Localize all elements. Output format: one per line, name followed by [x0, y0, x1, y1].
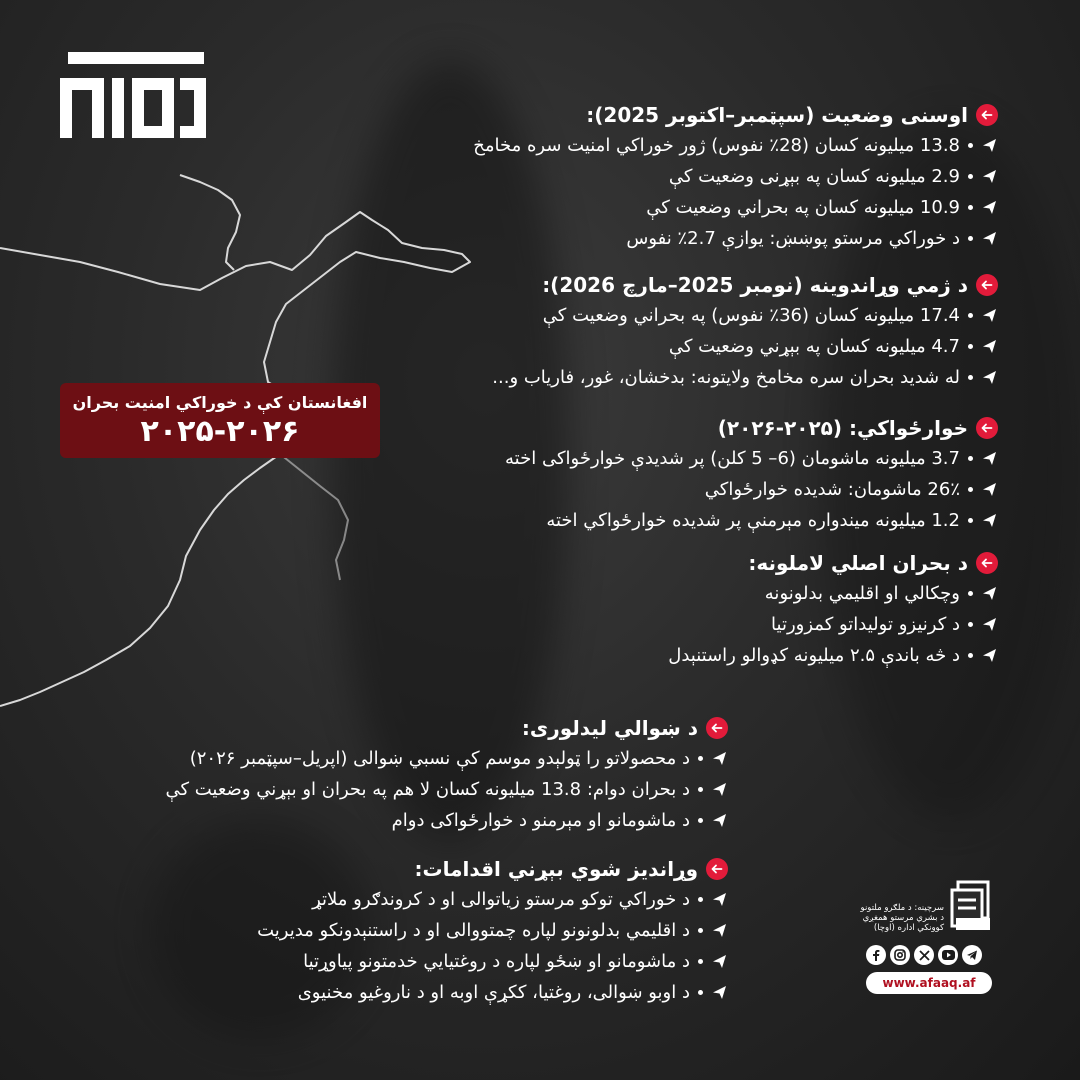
bullet-dot [968, 344, 973, 349]
section-title: وړاندیز شوي بېړني اقدامات: [414, 857, 698, 881]
list-item-text: 10.9 میلیونه کسان په بحراني وضعیت کې [646, 197, 960, 218]
list-item [505, 474, 998, 505]
section-1 [473, 100, 998, 254]
send-arrow-icon [981, 616, 998, 633]
list-item [505, 443, 998, 474]
list-item [473, 223, 998, 254]
section-3 [505, 413, 998, 536]
list-item [165, 774, 728, 805]
bullet-dot [968, 174, 973, 179]
bullet-dot [968, 487, 973, 492]
section-6 [257, 854, 728, 1008]
section-header [165, 713, 728, 743]
x-icon[interactable] [914, 945, 934, 965]
send-arrow-icon [981, 137, 998, 154]
section-title: د ژمي وړاندوینه (نومبر 2025–مارچ 2026): [542, 273, 968, 297]
list-item-text: 3.7 میلیونه ماشومان (6– 5 کلن) پر شدیدې خوارځواکی اخته [505, 448, 960, 469]
list-item [668, 578, 998, 609]
list-item [165, 805, 728, 836]
list-item-text: د خوراکي توکو مرستو زیاتوالی او د کروندګرو ملاتړ [312, 889, 690, 910]
section-header [492, 270, 998, 300]
list-item-text: د خوراکي مرستو پوښښ: یوازې 2.7٪ نفوس [626, 228, 960, 249]
bullet-dot [968, 313, 973, 318]
bullet-dot [698, 787, 703, 792]
arrow-left-circle-icon [976, 104, 998, 126]
send-arrow-icon [981, 369, 998, 386]
list-item [473, 130, 998, 161]
send-arrow-icon [981, 230, 998, 247]
source-label: سرچینه: د ملګرو ملتونو [860, 903, 944, 913]
list-item [165, 743, 728, 774]
list-item-text: 13.8 میلیونه کسان (28٪ نفوس) ژور خوراکي امنیت سره مخامخ [473, 135, 960, 156]
send-arrow-icon [711, 891, 728, 908]
list-item [668, 640, 998, 671]
instagram-icon[interactable] [890, 945, 910, 965]
section-header [257, 854, 728, 884]
list-item [505, 505, 998, 536]
list-item-text: 2.9 میلیونه کسان په بېړنی وضعیت کې [668, 166, 960, 187]
list-item [492, 331, 998, 362]
youtube-icon[interactable] [938, 945, 958, 965]
list-item-text: د اوبو ښوالی، روغتیا، ککړې اوبه او د ناروغیو مخنیوی [297, 982, 690, 1003]
section-4 [668, 548, 998, 671]
bullet-dot [698, 897, 703, 902]
send-arrow-icon [981, 647, 998, 664]
send-arrow-icon [981, 199, 998, 216]
send-arrow-icon [981, 585, 998, 602]
bullet-dot [968, 205, 973, 210]
bullet-dot [698, 756, 703, 761]
bullet-dot [698, 928, 703, 933]
list-item-text: د بحران دوام: 13.8 میلیونه کسان لا هم په بحران او بېړني وضعیت کې [165, 779, 690, 800]
arrow-left-circle-icon [976, 274, 998, 296]
list-item-text: 4.7 میلیونه کسان په بېړني وضعیت کې [668, 336, 960, 357]
telegram-icon[interactable] [962, 945, 982, 965]
list-item-text: له شدید بحران سره مخامخ ولایتونه: بدخشان، غور، فاریاب و... [492, 367, 960, 388]
bullet-dot [968, 653, 973, 658]
title-line: افغانستان کې د خوراکي امنیت بحران [72, 393, 368, 412]
logo-text: آفاق [133, 104, 135, 105]
arrow-left-circle-icon [706, 858, 728, 880]
list-item [473, 192, 998, 223]
title-year: ۲۰۲۵-۲۰۲۶ [140, 414, 300, 449]
arrow-left-circle-icon [976, 552, 998, 574]
send-arrow-icon [711, 984, 728, 1001]
website-link[interactable]: www.afaaq.af [866, 972, 992, 994]
bullet-dot [968, 375, 973, 380]
send-arrow-icon [981, 481, 998, 498]
bullet-dot [968, 591, 973, 596]
title-box [60, 383, 380, 458]
send-arrow-icon [981, 450, 998, 467]
bullet-dot [968, 622, 973, 627]
list-item [257, 884, 728, 915]
send-arrow-icon [711, 781, 728, 798]
send-arrow-icon [711, 812, 728, 829]
list-item-text: د کرنیزو تولیداتو کمزورتیا [771, 614, 960, 635]
bullet-dot [698, 818, 703, 823]
arrow-left-circle-icon [976, 417, 998, 439]
list-item-text: 26٪ ماشومان: شدیده خوارځواکي [704, 479, 960, 500]
list-item-text: د اقلیمي بدلونونو لپاره چمتووالی او د راستنېدونکو مدیریت [257, 920, 690, 941]
list-item-text: د څه باندې ۲.۵ میلیونه کډوالو راستنېدل [668, 645, 960, 666]
bullet-dot [968, 456, 973, 461]
section-header [668, 548, 998, 578]
document-icon [948, 878, 996, 934]
list-item [257, 977, 728, 1008]
bullet-dot [698, 990, 703, 995]
bullet-dot [968, 143, 973, 148]
list-item-text: 17.4 میلیونه کسان (36٪ نفوس) په بحراني وضعیت کې [542, 305, 960, 326]
send-arrow-icon [981, 338, 998, 355]
section-title: د ښوالي لیدلوری: [521, 716, 698, 740]
send-arrow-icon [981, 168, 998, 185]
section-2 [492, 270, 998, 393]
list-item [257, 946, 728, 977]
section-title: د بحران اصلي لاملونه: [748, 551, 968, 575]
section-title: خوارځواکي: (۲۰۲۵-۲۰۲۶) [717, 416, 968, 440]
list-item [492, 300, 998, 331]
list-item-text: وچکالي او اقلیمي بدلونونه [764, 583, 960, 604]
send-arrow-icon [981, 512, 998, 529]
send-arrow-icon [981, 307, 998, 324]
source-text [844, 903, 944, 933]
send-arrow-icon [711, 922, 728, 939]
facebook-icon[interactable] [866, 945, 886, 965]
bullet-dot [968, 518, 973, 523]
send-arrow-icon [711, 750, 728, 767]
arrow-left-circle-icon [706, 717, 728, 739]
list-item [492, 362, 998, 393]
list-item-text: د محصولاتو را ټولېدو موسم کې نسبي ښوالی (اپریل–سپټمبر ۲۰۲۶) [189, 748, 690, 769]
bullet-dot [968, 236, 973, 241]
list-item [473, 161, 998, 192]
send-arrow-icon [711, 953, 728, 970]
section-5 [165, 713, 728, 836]
bullet-dot [698, 959, 703, 964]
list-item-text: د ماشومانو او مېرمنو د خوارځواکی دوام [391, 810, 690, 831]
list-item-text: 1.2 میلیونه میندواره مېرمنې پر شدیده خوارځواکي اخته [546, 510, 960, 531]
section-header [505, 413, 998, 443]
source-org: د بشري مرستو همغږي کوونکي اداره (اوچا) [862, 913, 944, 933]
list-item-text: د ماشومانو او ښځو لپاره د روغتیایي خدمتونو پیاوړتیا [303, 951, 690, 972]
section-header [473, 100, 998, 130]
section-title: اوسنی وضعیت (سپټمبر–اکتوبر 2025): [586, 103, 968, 127]
list-item [668, 609, 998, 640]
afaaq-logo [58, 44, 208, 139]
list-item [257, 915, 728, 946]
social-links [866, 945, 982, 965]
